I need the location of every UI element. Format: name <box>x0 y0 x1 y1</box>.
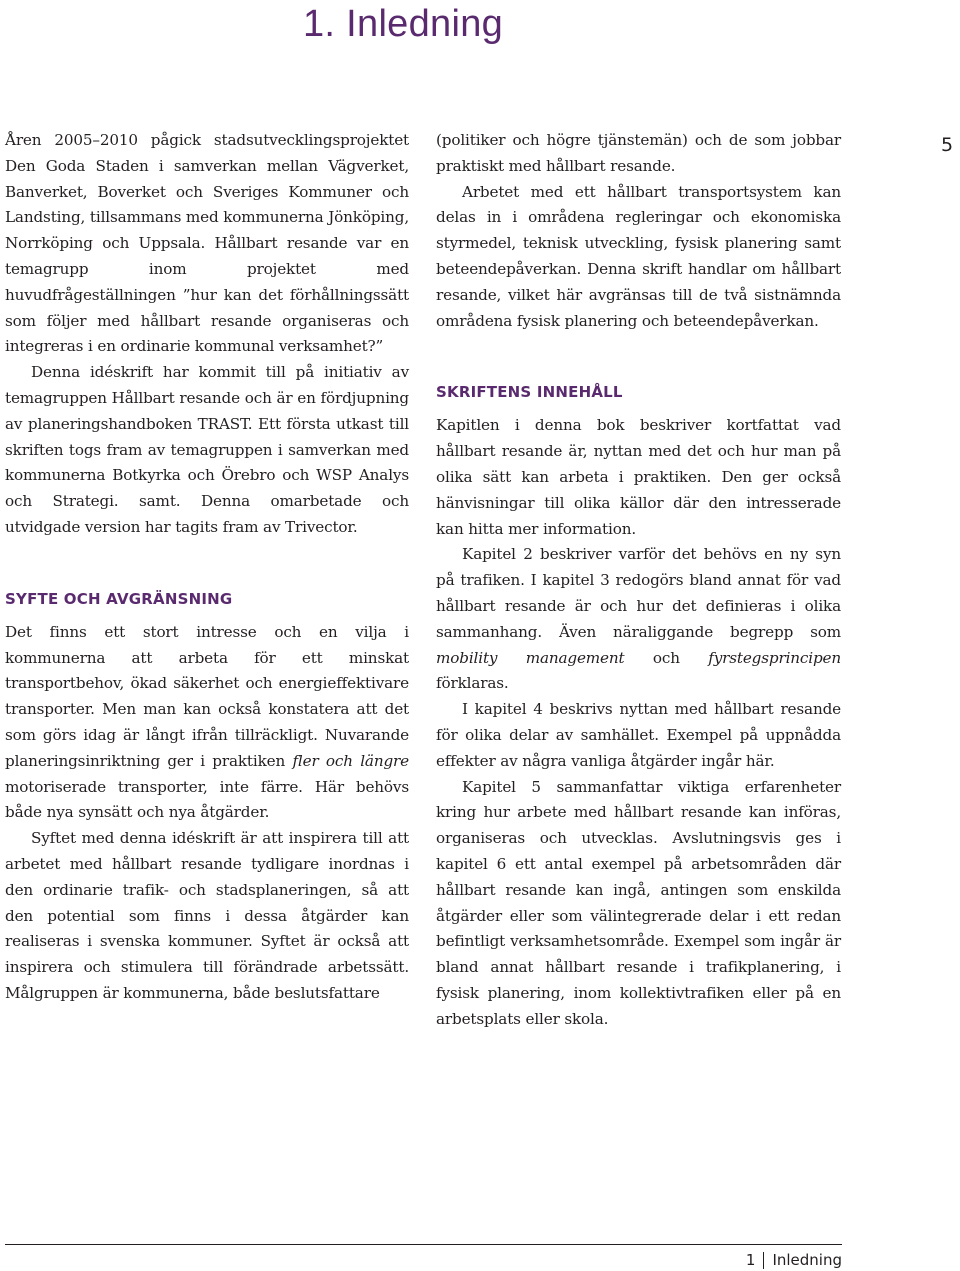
footer-chapter-name: Inledning <box>772 1251 842 1269</box>
running-footer <box>746 1251 842 1269</box>
footer-separator <box>763 1252 764 1269</box>
chapter-5-6-paragraph: Kapitel 5 sammanfattar viktiga erfarenheter kring hur arbete med hållbart resande kan införas, organiseras och utvecklas. Avslutningsvis ges i kapitel 6 ett antal exempel på arbetsområden där hållbart resande kan ingå, antingen som enskilda åtgärder eller som välintegrerade delar i ett redan befintligt verksamhetsområde. Exempel som ingår är bland annat hållbart resande i trafikplanering, i fysisk planering, inom kollektivtrafiken eller på en arbetsplats eller skola. <box>436 777 841 1028</box>
chapter-title: 1. Inledning <box>303 3 504 45</box>
section-heading-syfte: SYFTE OCH AVGRÄNSNING <box>5 589 233 608</box>
chapter-2-3-paragraph <box>436 542 841 697</box>
term-mobility-management: mobility management <box>436 648 625 667</box>
syfte-emphasis: fler och längre <box>292 751 409 770</box>
continuation-paragraph: (politiker och högre tjänstemän) och de som jobbar praktiskt med hållbart resande. <box>436 131 841 175</box>
left-column <box>5 128 409 1007</box>
purpose-paragraph: Syftet med denna idéskrift är att inspirera till att arbetet med hållbart resande tydligare inordnas i den ordinarie trafik- och stadsplaneringen, så att den potential som finns i dessa åtgärder kan realiseras i svenska kommuner. Syftet är också att inspirera och stimulera till förändrade arbetssätt. Målgruppen är kommunerna, både beslutsfattare <box>5 829 409 1002</box>
chapter-2-3-text-before: Kapitel 2 beskriver varför det behövs en ny syn på trafiken. I kapitel 3 redogörs bland annat för vad hållbart resande är och hur det definieras i olika sammanhang. Även näraliggande begrepp som <box>436 545 841 641</box>
syfte-paragraph <box>5 620 409 826</box>
term-fyrstegsprincipen: fyrstegsprincipen <box>708 648 842 667</box>
chapter-2-3-text-after: förklaras. <box>436 674 509 693</box>
footer-chapter-number: 1 <box>745 1251 756 1269</box>
transport-system-paragraph: Arbetet med ett hållbart transportsystem kan delas in i områdena regleringar och ekonomiska styrmedel, teknisk utveckling, fysisk planering samt beteendepåverkan. Denna skrift handlar om hållbart resande, vilket här avgränsas till de två sistnämnda områdena fysisk planering och beteendepåverkan. <box>436 182 841 330</box>
chapter-2-3-text-mid: och <box>624 648 709 667</box>
chapter-4-paragraph: I kapitel 4 beskrivs nyttan med hållbart resande för olika delar av samhället. Exempel på uppnådda effekter av några vanliga åtgärder ingår här. <box>436 700 841 770</box>
intro-paragraph: Åren 2005–2010 pågick stadsutvecklingsprojektet Den Goda Staden i samverkan mellan Vägverket, Banverket, Boverket och Sveriges Kommuner och Landsting, tillsammans med kommunerna Jönköping, Norrköping och Uppsala. Hållbart resande var en temagrupp inom projektet med huvudfrågeställningen ”hur kan det förhållningssätt som följer med hållbart resande organiseras och integreras i en ordinarie kommunal verksamhet?” <box>5 131 409 356</box>
syfte-text-before: Det finns ett stort intresse och en vilja i kommunerna att arbeta för ett minskat transportbehov, ökad säkerhet och energieffektivare transporter. Men man kan också konstatera att det som görs idag är långt ifrån tillräckligt. Nuvarande planeringsinriktning ger i praktiken <box>5 622 409 770</box>
right-column <box>436 128 841 1033</box>
background-paragraph: Denna idéskrift har kommit till på initiativ av temagruppen Hållbart resande och är en fördjupning av planeringshandboken TRAST. Ett första utkast till skriften togs fram av temagruppen i samverkan med kommunerna Botkyrka och Örebro och WSP Analys och Strategi. samt. Denna omarbetade och utvidgade version har tagits fram av Trivector. <box>5 363 409 536</box>
syfte-text-after: motoriserade transporter, inte färre. Här behövs både nya synsätt och nya åtgärder. <box>5 777 409 822</box>
page-number: 5 <box>941 134 954 156</box>
footer-divider <box>5 1244 842 1245</box>
section-heading-innehall: SKRIFTENS INNEHÅLL <box>436 383 623 402</box>
contents-paragraph: Kapitlen i denna bok beskriver kortfattat vad hållbart resande är, nyttan med det och hur man på olika sätt kan arbeta i praktiken. Den ger också hänvisningar till olika källor där den intresserade kan hitta mer information. <box>436 416 841 538</box>
